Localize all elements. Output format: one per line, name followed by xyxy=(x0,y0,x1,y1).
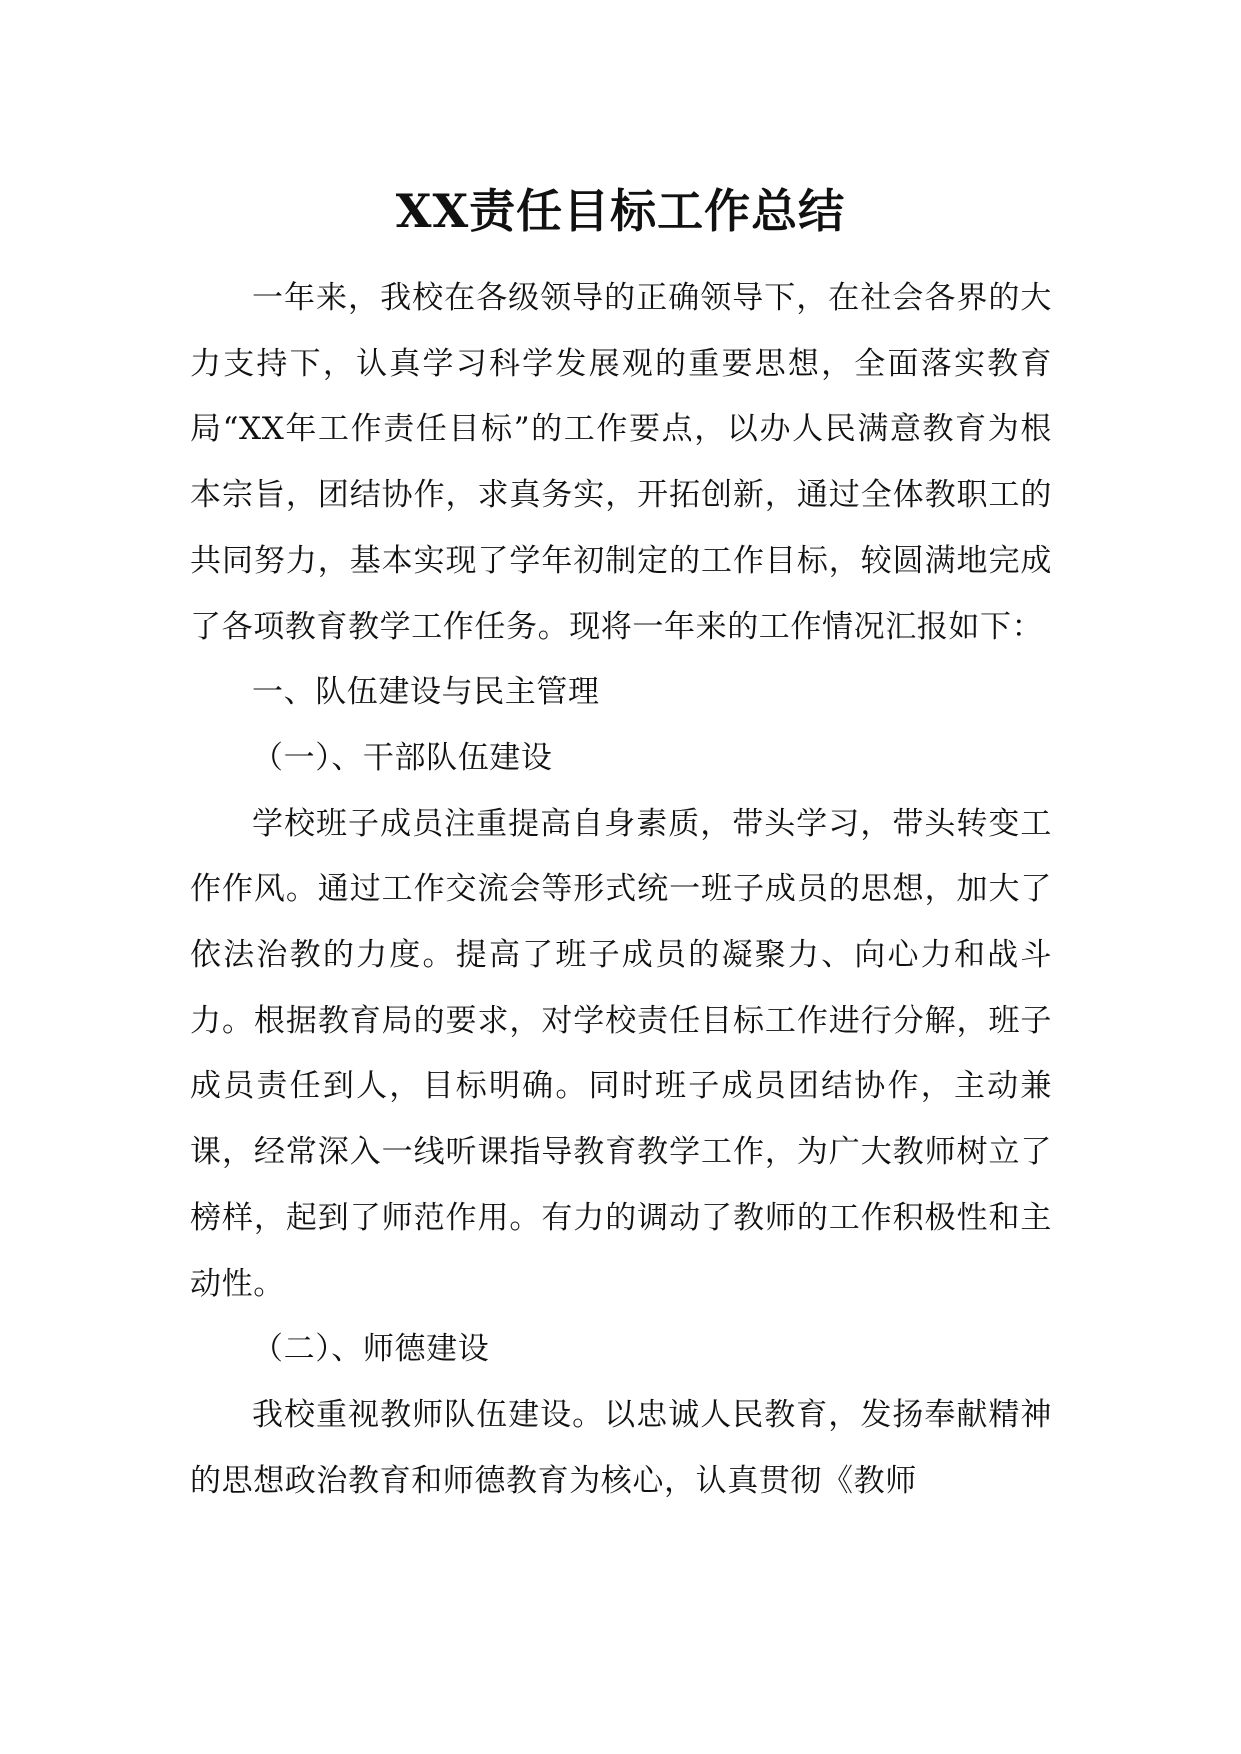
cadre-team-paragraph: 学校班子成员注重提高自身素质，带头学习，带头转变工作作风。通过工作交流会等形式统一班子成员的思想，加大了依法治教的力度。提高了班子成员的凝聚力、向心力和战斗力。根据教育局的要求，对学校责任目标工作进行分解，班子成员责任到人，目标明确。同时班子成员团结协作，主动兼课，经常深入一线听课指导教育教学工作，为广大教师树立了榜样，起到了师范作用。有力的调动了教师的工作积极性和主动性。 xyxy=(190,805,1052,1302)
document-title: XX责任目标工作总结 xyxy=(395,184,846,238)
subsection-heading-2: （二）、师德建设 xyxy=(252,1331,490,1368)
intro-paragraph: 一年来，我校在各级领导的正确领导下，在社会各界的大力支持下，认真学习科学发展观的重要思想，全面落实教育局“XX年工作责任目标”的工作要点，以办人民满意教育为根本宗旨，团结协作，求真务实，开拓创新，通过全体教职工的共同努力，基本实现了学年初制定的工作目标，较圆满地完成了各项教育教学工作任务。现将一年来的工作情况汇报如下： xyxy=(190,280,1052,645)
section-heading-1: 一、队伍建设与民主管理 xyxy=(252,674,600,711)
subsection-heading-1: （一）、干部队伍建设 xyxy=(252,739,553,776)
ethics-paragraph: 我校重视教师队伍建设。以忠诚人民教育，发扬奉献精神的思想政治教育和师德教育为核心，认真贯彻《教师 xyxy=(190,1396,1052,1499)
document-body xyxy=(190,266,1052,1514)
